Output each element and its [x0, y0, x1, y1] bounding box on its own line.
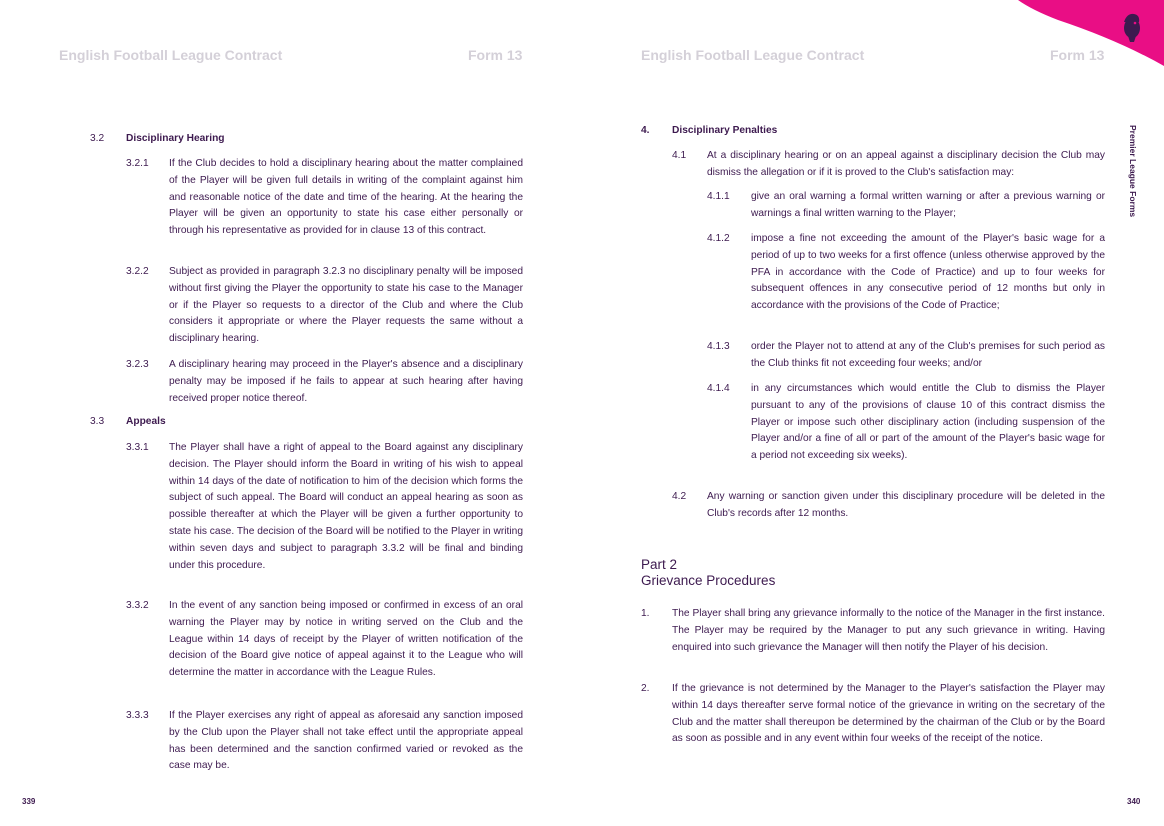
clause-text-4-1-1: give an oral warning a formal written warning or after a previous warning or warnings a final written warning to the Player; [751, 191, 1105, 219]
clause-number-4-1-2: 4.1.2 [707, 233, 730, 244]
part-title: Grievance Procedures [641, 573, 776, 588]
section-number-3-3: 3.3 [90, 416, 105, 427]
header-form-left: Form 13 [468, 47, 523, 63]
clause-number-3-3-2: 3.3.2 [126, 600, 149, 611]
clause-number-3-2-3: 3.2.3 [126, 359, 149, 370]
clause-number-4-1-3: 4.1.3 [707, 341, 730, 352]
grievance-text-1: The Player shall bring any grievance informally to the notice of the Manager in the first instance. The Player may be required by the Manager to put any such grievance in writing. Having enquired into such grievance the Manager will then notify the Player of his decision. [672, 608, 1105, 653]
clause-number-4-1-4: 4.1.4 [707, 383, 730, 394]
section-number-3-2: 3.2 [90, 133, 105, 144]
grievance-number-2: 2. [641, 683, 650, 694]
clause-number-3-2-2: 3.2.2 [126, 266, 149, 277]
page-number-right: 340 [1127, 797, 1141, 806]
clause-number-3-2-1: 3.2.1 [126, 158, 149, 169]
clause-text-4-1: At a disciplinary hearing or on an appeal against a disciplinary decision the Club may dismiss the allegation or if it is proved to the Club's satisfaction may: [707, 150, 1105, 178]
right-page [582, 0, 1164, 826]
clause-text-3-2-2: Subject as provided in paragraph 3.2.3 no disciplinary penalty will be imposed without first giving the Player the opportunity to state his case to the Manager or if the Player so requests to a director of the Club and where the Club considers it appropriate or where the Player requests the same without a disciplinary hearing. [169, 266, 523, 345]
section-heading-appeals: Appeals [126, 416, 166, 427]
clause-number-3-3-3: 3.3.3 [126, 710, 149, 721]
header-title-left: English Football League Contract [59, 47, 283, 63]
section-heading-disciplinary-hearing: Disciplinary Hearing [126, 133, 225, 144]
clause-number-4-1-1: 4.1.1 [707, 191, 730, 202]
corner-accent [1018, 0, 1164, 70]
clause-number-3-3-1: 3.3.1 [126, 442, 149, 453]
section-number-4: 4. [641, 125, 650, 136]
header-form-right: Form 13 [1050, 47, 1105, 63]
grievance-text-2: If the grievance is not determined by the Manager to the Player's satisfaction the Player may within 14 days thereafter serve formal notice of the grievance in writing on the secretary of the Club and the matter shall thereupon be determined by the chairman of the Club or by the Board as soon as possible and in any event within four weeks of the receipt of the notice. [672, 683, 1105, 745]
clause-text-4-1-4: in any circumstances which would entitle the Club to dismiss the Player pursuant to any of the provisions of clause 10 of this contract dismiss the Player or impose such other disciplinary action (including suspension of the Player and/or a fine of all or part of the amount of the Player's basic wage for a period not exceeding six weeks). [751, 383, 1105, 462]
header-title-right: English Football League Contract [641, 47, 865, 63]
side-tab-label: Premier League Forms [1128, 125, 1138, 218]
part-label: Part 2 [641, 557, 678, 572]
clause-text-3-3-2: In the event of any sanction being imposed or confirmed in excess of an oral warning the Player may by notice in writing served on the Club and the League within 14 days of receipt by the Player of written notification of the decision of the Board give notice of appeal against it to the League who will determine the matter in accordance with the League Rules. [169, 600, 523, 679]
clause-number-4-1: 4.1 [672, 150, 687, 161]
clause-text-3-3-3: If the Player exercises any right of appeal as aforesaid any sanction imposed by the Club upon the Player shall not take effect until the appropriate appeal has been determined and the sanction confirmed varied or revoked as the case may be. [169, 710, 523, 772]
section-heading-disciplinary-penalties: Disciplinary Penalties [672, 125, 778, 136]
clause-text-4-2: Any warning or sanction given under this disciplinary procedure will be deleted in the Club's records after 12 months. [707, 491, 1105, 519]
clause-text-4-1-2: impose a fine not exceeding the amount of the Player's basic wage for a period of up to two weeks for a first offence (unless otherwise approved by the PFA in accordance with the Code of Practice) and up to four weeks for subsequent offences in any consecutive period of 12 months but only in accordance with the provisions of the Code of Practice; [751, 233, 1105, 312]
clause-text-3-3-1: The Player shall have a right of appeal to the Board against any disciplinary decision. The Player should inform the Board in writing of his wish to appeal within 14 days of the date of notification to him of the decision which forms the subject of such appeal. The Board will conduct an appeal hearing as soon as possible thereafter at which the Player will be given a further opportunity to state his case. The decision of the Board will be notified to the Player in writing within seven days and subject to paragraph 3.3.2 will be final and binding under this procedure. [169, 442, 523, 571]
page-number-left: 339 [22, 797, 36, 806]
clause-text-3-2-3: A disciplinary hearing may proceed in the Player's absence and a disciplinary penalty may be imposed if he fails to appear at such hearing after having received proper notice thereof. [169, 359, 523, 404]
grievance-number-1: 1. [641, 608, 650, 619]
clause-number-4-2: 4.2 [672, 491, 687, 502]
clause-text-4-1-3: order the Player not to attend at any of the Club's premises for such period as the Club thinks fit not exceeding four weeks; and/or [751, 341, 1105, 369]
clause-text-3-2-1: If the Club decides to hold a disciplinary hearing about the matter complained of the Player will be given full details in writing of the complaint against him and reasonable notice of the date and time of the hearing. At the hearing the Player will be given an opportunity to state his case either personally or through his representative as provided for in clause 13 of this contract. [169, 158, 523, 237]
side-tab [1122, 125, 1142, 245]
